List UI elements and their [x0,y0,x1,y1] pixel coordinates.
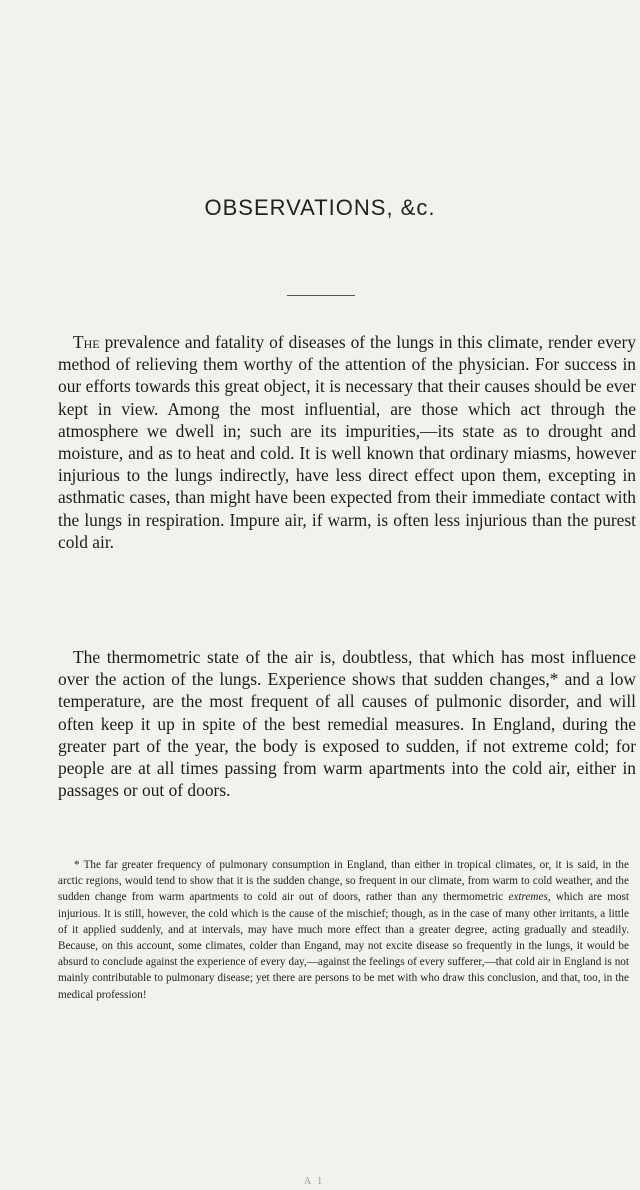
paragraph-1 [58,331,636,553]
page-heading: OBSERVATIONS, &c. [204,195,436,220]
paragraph-2: The thermometric state of the air is, doubtless, that which has most influence over the action of the lungs. Experience shows that sudden changes,* and a low temperature, are the most frequent of all causes of pulmonic disorder, and will often keep it up in spite of the best remedial measures. In England, during the greater part of the year, the body is exposed to sudden, if not extreme cold; for people are at all times passing from warm apartments into the cold air, either in passages or out of doors. [58,647,636,801]
paragraph-1-first-word: The [73,332,100,352]
footnote-italic: extremes, [508,891,551,904]
signature-mark: A 1 [304,1176,325,1187]
footnote [58,857,629,1003]
footnote-text-2: which are most injurious. It is still, however, the cold which is the cause of the mischief; though, as in the case of many other irritants, a little of it applied suddenly, and at intervals, may have much more effect than a greater degree, acting gradually and steadily. Because, on this account, some climates, colder than Engand, may not excite disease so frequently in the lungs, it would be absurd to conclude against the experience of every day,—against the feelings of every sufferer,—that cold air in England is not mainly contributable to pulmonary disease; yet there are persons to be met with who draw this conclusion, and that, too, in the medical profession! [58,891,629,1001]
footnote-text-1: * The far greater frequency of pulmonary consumption in England, than either in tropical climates, or, it is said, in the arctic regions, would tend to show that it is the sudden change, so frequent in our climate, from warm to cold weather, and the sudden change from warm apartments to cold air out of doors, rather than any thermometric [58,859,629,904]
paragraph-1-text: prevalence and fatality of diseases of the lungs in this climate, render every method of relieving them worthy of the attention of the physician. For success in our efforts towards this great object, it is necessary that their causes should be ever kept in view. Among the most influential, are those which act through the atmosphere we dwell in; such are its impurities,—its state as to drought and moisture, and as to heat and cold. It is well known that ordinary miasms, however injurious to the lungs indirectly, have less direct effect upon them, excepting in asthmatic cases, than might have been expected from their immediate contact with the lungs in respiration. Impure air, if warm, is often less injurious than the purest cold air. [58,332,636,552]
section-rule [287,295,355,296]
